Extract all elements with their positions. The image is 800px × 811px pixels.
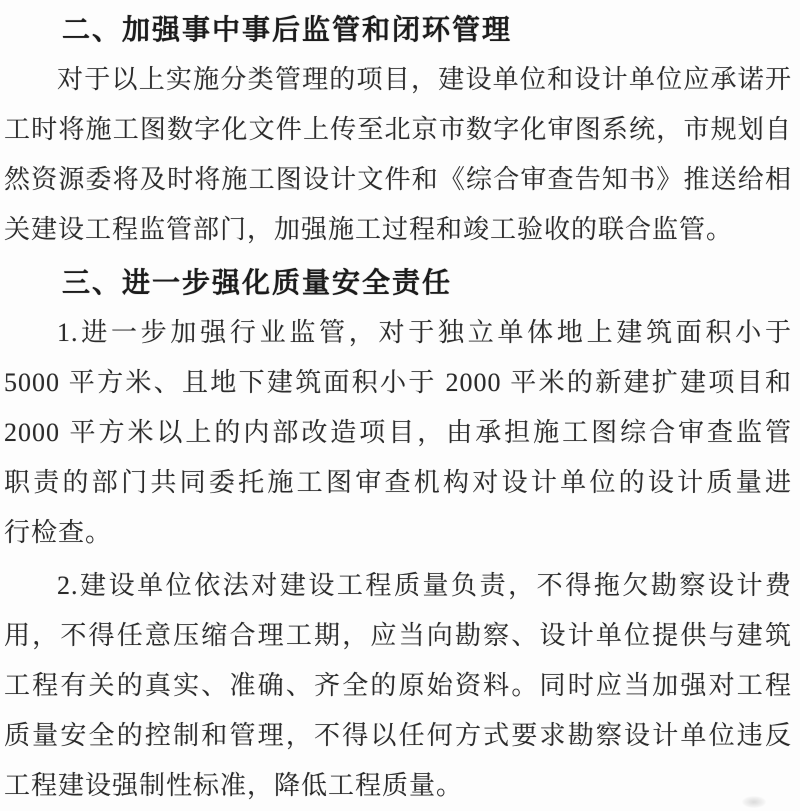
paragraph-2-line: 行检查。 bbox=[4, 518, 113, 547]
paragraph-3-line: 工程有关的真实、准确、齐全的原始资料。同时应当加强对工程 bbox=[4, 671, 792, 700]
paragraph-2-line: 5000 平方米、且地下建筑面积小于 2000 平米的新建扩建项目和 bbox=[4, 368, 792, 397]
paragraph-1-line: 关建设工程监管部门，加强施工过程和竣工验收的联合监管。 bbox=[4, 215, 734, 244]
paragraph-1-line: 对于以上实施分类管理的项目，建设单位和设计单位应承诺开 bbox=[57, 65, 792, 94]
paragraph-1-line: 然资源委将及时将施工图设计文件和《综合审查告知书》推送给相 bbox=[4, 165, 792, 194]
paragraph-2-line: 1.进一步加强行业监管，对于独立单体地上建筑面积小于 bbox=[57, 318, 792, 347]
paragraph-2-line: 2000 平方米以上的内部改造项目，由承担施工图综合审查监管 bbox=[4, 418, 792, 447]
paragraph-3-line: 工程建设强制性标准，降低工程质量。 bbox=[4, 771, 464, 800]
paragraph-3-line: 质量安全的控制和管理，不得以任何方式要求勘察设计单位违反 bbox=[4, 721, 792, 750]
paragraph-3-line: 用，不得任意压缩合理工期，应当向勘察、设计单位提供与建筑 bbox=[4, 621, 792, 650]
paragraph-3-line: 2.建设单位依法对建设工程质量负责，不得拖欠勘察设计费 bbox=[57, 571, 792, 600]
scan-smudge-artifact bbox=[742, 796, 766, 808]
paragraph-1-line: 工时将施工图数字化文件上传至北京市数字化审图系统，市规划自 bbox=[4, 115, 792, 144]
section-heading-3: 三、进一步强化质量安全责任 bbox=[62, 267, 453, 298]
section-heading-2: 二、加强事中事后监管和闭环管理 bbox=[62, 14, 513, 45]
paragraph-2-line: 职责的部门共同委托施工图审查机构对设计单位的设计质量进 bbox=[4, 468, 792, 497]
